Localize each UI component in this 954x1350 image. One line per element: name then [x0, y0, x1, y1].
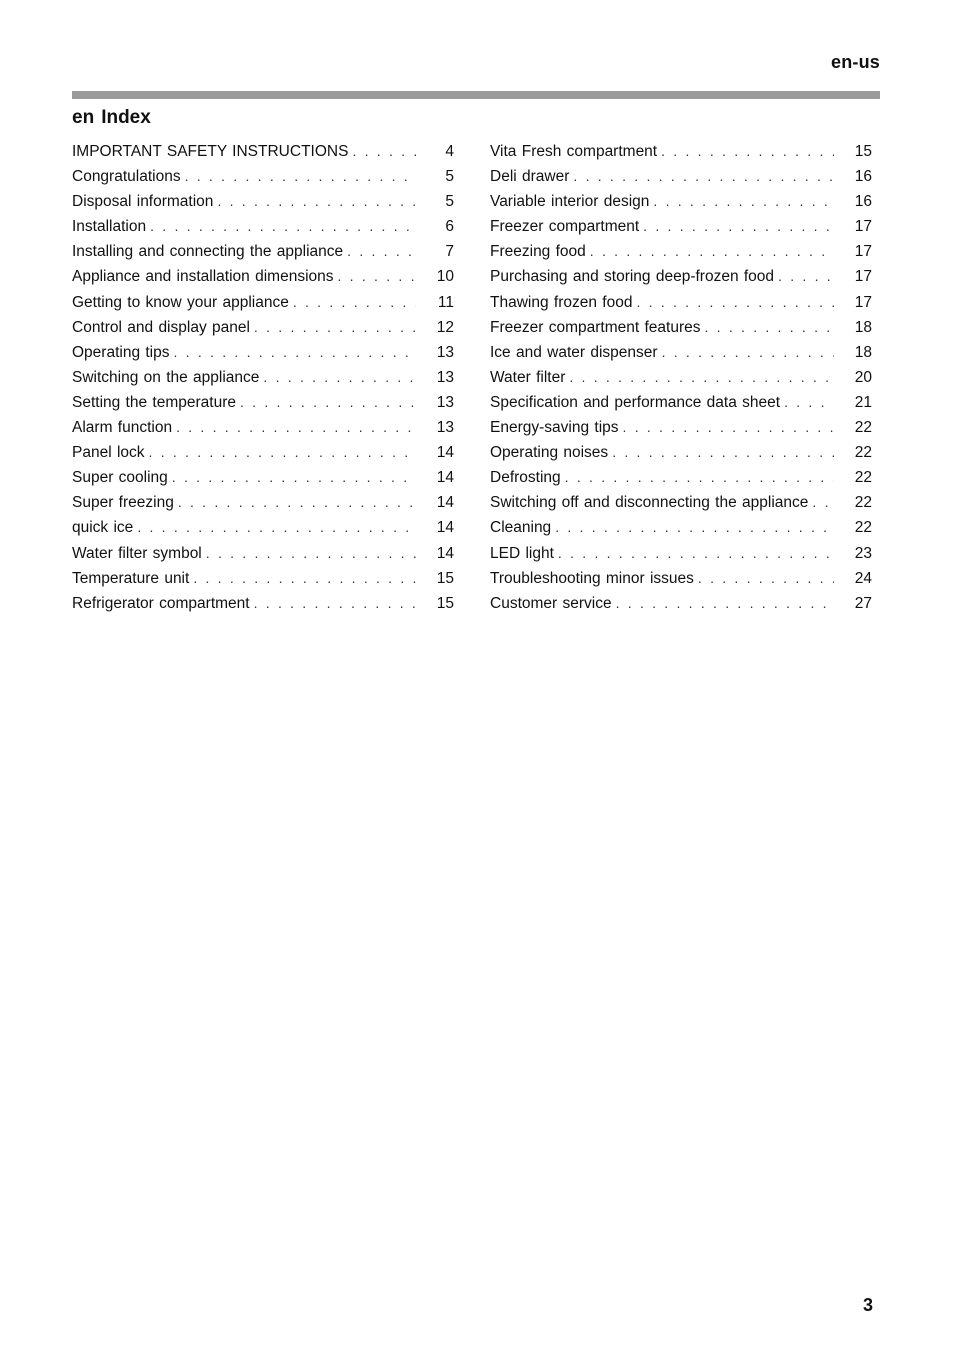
- index-entry[interactable]: [490, 465, 872, 490]
- entry-page: 22: [854, 494, 872, 512]
- dot-leader: [616, 591, 834, 616]
- index-entry[interactable]: [72, 214, 454, 239]
- dot-leader: [662, 340, 834, 365]
- dot-leader: [206, 541, 416, 566]
- dot-leader: [240, 390, 416, 415]
- index-entry[interactable]: [490, 290, 872, 315]
- entry-page: 16: [854, 168, 872, 186]
- entry-page: 24: [854, 569, 872, 587]
- entry-page: 22: [854, 444, 872, 462]
- entry-label: Setting the temperature: [72, 393, 236, 411]
- entry-label: Operating noises: [490, 444, 609, 462]
- entry-page: 15: [854, 143, 872, 160]
- entry-page: 14: [436, 519, 454, 537]
- dot-leader: [569, 365, 834, 390]
- entry-page: 14: [436, 494, 454, 512]
- entry-page: 5: [445, 193, 454, 211]
- entry-label: Operating tips: [72, 343, 170, 361]
- entry-label: Energy-saving tips: [490, 419, 619, 437]
- entry-label: Disposal information: [72, 193, 214, 211]
- entry-page: 20: [854, 368, 872, 386]
- entry-page: 18: [854, 343, 872, 361]
- dot-leader: [704, 315, 834, 340]
- dot-leader: [352, 139, 416, 164]
- entry-page: 6: [445, 218, 454, 236]
- index-entry[interactable]: [72, 365, 454, 390]
- index-entry[interactable]: [490, 239, 872, 264]
- dot-leader: [784, 390, 834, 415]
- index-entry[interactable]: [490, 139, 872, 164]
- entry-label: Panel lock: [72, 444, 145, 462]
- entry-label: IMPORTANT SAFETY INSTRUCTIONS: [72, 143, 349, 160]
- index-entry[interactable]: [490, 390, 872, 415]
- entry-label: Deli drawer: [490, 168, 570, 186]
- entry-page: 14: [436, 544, 454, 562]
- entry-page: 16: [854, 193, 872, 211]
- dot-leader: [149, 440, 416, 465]
- dot-leader: [623, 415, 834, 440]
- dot-leader: [558, 541, 834, 566]
- index-entry[interactable]: [490, 440, 872, 465]
- entry-label: Temperature unit: [72, 569, 190, 587]
- entry-page: 11: [437, 293, 454, 311]
- index-entry[interactable]: [490, 591, 872, 616]
- entry-label: Super cooling: [72, 469, 168, 487]
- dot-leader: [590, 239, 834, 264]
- entry-page: 22: [854, 519, 872, 537]
- index-entry[interactable]: [72, 315, 454, 340]
- index-entry[interactable]: [72, 390, 454, 415]
- dot-leader: [174, 340, 417, 365]
- entry-label: Water filter: [490, 368, 566, 386]
- index-entry[interactable]: [72, 591, 454, 616]
- dot-leader: [178, 490, 416, 515]
- dot-leader: [698, 566, 834, 591]
- index-entry[interactable]: [490, 515, 872, 540]
- entry-label: Defrosting: [490, 469, 561, 487]
- index-entry[interactable]: [72, 415, 454, 440]
- index-entry[interactable]: [490, 490, 872, 515]
- entry-page: 17: [854, 218, 872, 236]
- language-tag: en-us: [830, 52, 880, 72]
- index-entry[interactable]: [72, 340, 454, 365]
- entry-page: 4: [445, 143, 454, 160]
- index-entry[interactable]: [72, 239, 454, 264]
- entry-page: 17: [854, 268, 872, 286]
- dot-leader: [217, 189, 416, 214]
- entry-label: Installing and connecting the appliance: [72, 243, 344, 261]
- dot-leader: [555, 515, 834, 540]
- entry-page: 15: [436, 594, 454, 612]
- index-entry[interactable]: [72, 164, 454, 189]
- entry-label: Troubleshooting minor issues: [490, 569, 694, 587]
- entry-label: Getting to know your appliance: [72, 293, 289, 311]
- dot-leader: [338, 264, 417, 289]
- entry-label: Customer service: [490, 594, 612, 612]
- index-right-column: [490, 139, 872, 616]
- index-entry[interactable]: [490, 264, 872, 289]
- entry-label: Freezing food: [490, 243, 586, 261]
- entry-page: 12: [436, 318, 454, 336]
- entry-label: Purchasing and storing deep-frozen food: [490, 268, 775, 286]
- dot-leader: [185, 164, 416, 189]
- entry-label: Control and display panel: [72, 318, 250, 336]
- page-number: 3: [862, 1295, 873, 1315]
- index-entry[interactable]: [72, 490, 454, 515]
- index-entry[interactable]: [490, 189, 872, 214]
- dot-leader: [653, 189, 834, 214]
- entry-label: Ice and water dispenser: [490, 343, 658, 361]
- entry-page: 13: [436, 343, 454, 361]
- dot-leader: [612, 440, 834, 465]
- entry-page: 10: [436, 268, 454, 286]
- entry-label: Appliance and installation dimensions: [72, 268, 334, 286]
- entry-page: 14: [436, 444, 454, 462]
- entry-page: 13: [436, 393, 454, 411]
- entry-page: 18: [854, 318, 872, 336]
- index-entry[interactable]: [72, 189, 454, 214]
- entry-label: Installation: [72, 218, 147, 236]
- entry-page: 22: [854, 419, 872, 437]
- dot-leader: [176, 415, 416, 440]
- entry-label: quick ice: [72, 519, 134, 537]
- entry-label: Refrigerator compartment: [72, 594, 250, 612]
- entry-label: Congratulations: [72, 168, 181, 186]
- index-entry[interactable]: [490, 214, 872, 239]
- dot-leader: [573, 164, 834, 189]
- index-entry[interactable]: [490, 415, 872, 440]
- header-rule: [72, 91, 880, 99]
- entry-label: Switching on the appliance: [72, 368, 260, 386]
- index-entry[interactable]: [72, 290, 454, 315]
- index-entry[interactable]: [490, 365, 872, 390]
- index-entry[interactable]: [72, 264, 454, 289]
- entry-page: 17: [854, 293, 872, 311]
- index-lang-prefix: en: [72, 107, 95, 128]
- index-entry[interactable]: [72, 139, 454, 164]
- dot-leader: [347, 239, 416, 264]
- index-entry[interactable]: [72, 440, 454, 465]
- index-entry[interactable]: [72, 465, 454, 490]
- index-entry[interactable]: [490, 566, 872, 591]
- entry-label: Water filter symbol: [72, 544, 202, 562]
- entry-page: 22: [854, 469, 872, 487]
- index-left-column: [72, 139, 454, 616]
- entry-page: 13: [436, 368, 454, 386]
- index-entry[interactable]: [490, 315, 872, 340]
- index-title: Index: [101, 107, 151, 128]
- dot-leader: [254, 591, 416, 616]
- entry-page: 27: [854, 594, 872, 612]
- index-entry[interactable]: [490, 340, 872, 365]
- dot-leader: [172, 465, 416, 490]
- entry-page: 15: [436, 569, 454, 587]
- dot-leader: [293, 290, 416, 315]
- dot-leader: [137, 515, 416, 540]
- index-entry[interactable]: [72, 541, 454, 566]
- entry-page: 13: [436, 419, 454, 437]
- entry-page: 21: [854, 393, 872, 411]
- entry-label: Freezer compartment: [490, 218, 640, 236]
- entry-label: Freezer compartment features: [490, 318, 701, 336]
- dot-leader: [643, 214, 834, 239]
- dot-leader: [254, 315, 416, 340]
- index-heading: [72, 107, 151, 129]
- entry-label: Variable interior design: [490, 193, 650, 211]
- entry-page: 7: [445, 243, 454, 261]
- dot-leader: [565, 465, 834, 490]
- index-entry[interactable]: [72, 515, 454, 540]
- entry-page: 14: [436, 469, 454, 487]
- dot-leader: [812, 490, 834, 515]
- index-entry[interactable]: [490, 541, 872, 566]
- dot-leader: [661, 139, 834, 164]
- entry-page: 5: [445, 168, 454, 186]
- dot-leader: [193, 566, 416, 591]
- entry-label: LED light: [490, 544, 554, 562]
- dot-leader: [778, 264, 834, 289]
- entry-label: Super freezing: [72, 494, 174, 512]
- entry-label: Thawing frozen food: [490, 293, 633, 311]
- entry-page: 17: [854, 243, 872, 261]
- entry-label: Cleaning: [490, 519, 552, 537]
- dot-leader: [263, 365, 416, 390]
- entry-label: Specification and performance data sheet: [490, 393, 781, 411]
- entry-label: Alarm function: [72, 419, 173, 437]
- dot-leader: [636, 290, 834, 315]
- index-entry[interactable]: [490, 164, 872, 189]
- entry-label: Vita Fresh compartment: [490, 143, 658, 160]
- entry-page: 23: [854, 544, 872, 562]
- dot-leader: [150, 214, 416, 239]
- entry-label: Switching off and disconnecting the appliance: [490, 494, 809, 512]
- index-entry[interactable]: [72, 566, 454, 591]
